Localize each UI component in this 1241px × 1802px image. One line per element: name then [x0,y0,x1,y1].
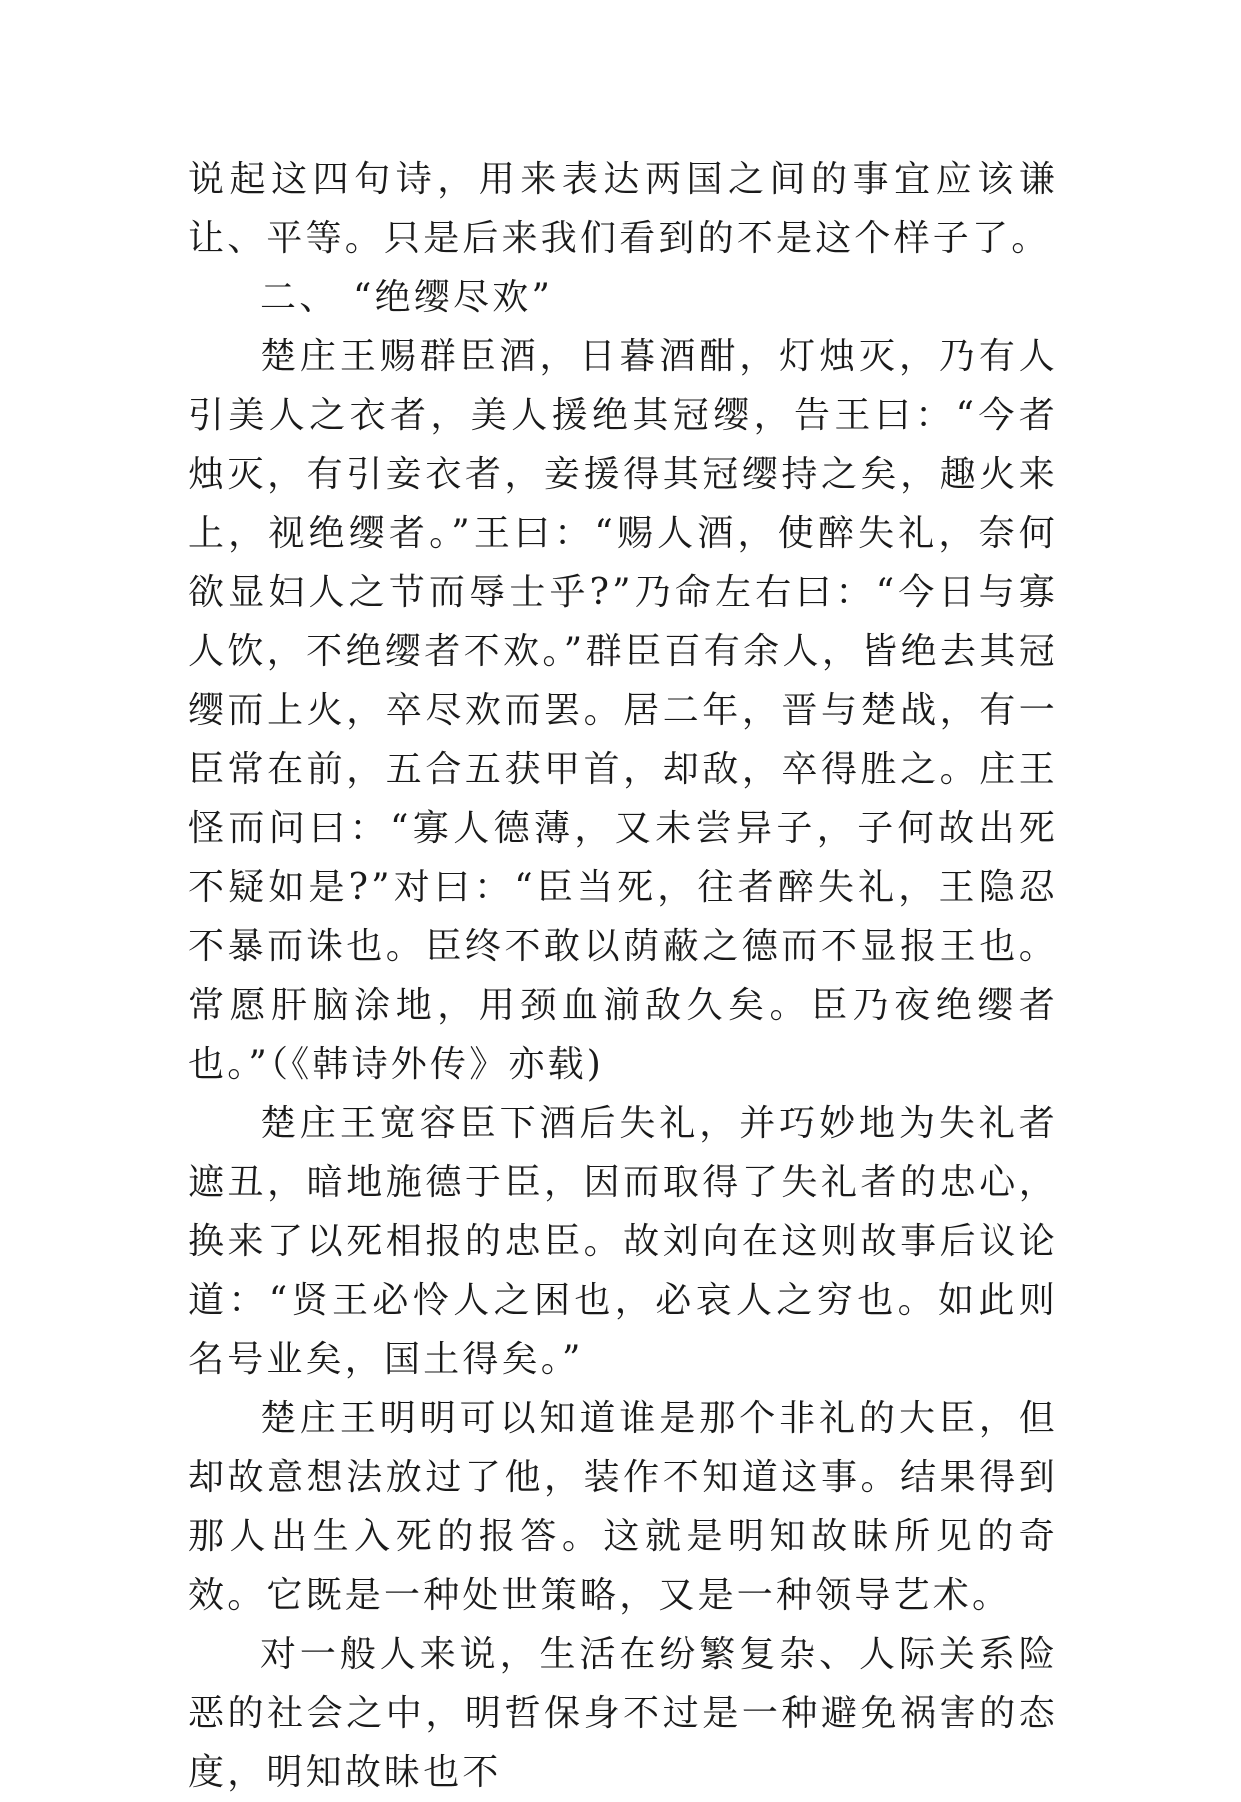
document-page [188,150,1058,1802]
paragraph-analysis: 楚庄王明明可以知道谁是那个非礼的大臣，但却故意想法放过了他，装作不知道这事。结果得到那人出生入死的报答。这就是明知故昧所见的奇效。它既是一种处世策略，又是一种领导艺术。 [188,1398,1058,1616]
paragraph-general: 对一般人来说，生活在纷繁复杂、人际关系险恶的社会之中，明哲保身不过是一种避免祸害的态度，明知故昧也不 [188,1634,1058,1793]
section-heading: 二、 “绝缨尽欢” [260,277,554,318]
paragraph-commentary: 楚庄王宽容臣下酒后失礼，并巧妙地为失礼者遮丑，暗地施德于臣，因而取得了失礼者的忠心，换来了以死相报的忠臣。故刘向在这则故事后议论道：“贤王必怜人之困也，必哀人之穷也。如此则名号业矣，国土得矣。” [188,1103,1058,1380]
paragraph-continuation: 说起这四句诗，用来表达两国之间的事宜应该谦让、平等。只是后来我们看到的不是这个样子了。 [188,159,1058,259]
paragraph-story: 楚庄王赐群臣酒，日暮酒酣，灯烛灭，乃有人引美人之衣者，美人援绝其冠缨，告王曰：“今者烛灭，有引妾衣者，妾援得其冠缨持之矣，趣火来上，视绝缨者。”王曰：“赐人酒，使醉失礼，奈何欲显妇人之节而辱士乎?”乃命左右曰：“今日与寡人饮，不绝缨者不欢。”群臣百有余人，皆绝去其冠缨而上火，卒尽欢而罢。居二年，晋与楚战，有一臣常在前，五合五获甲首，却敌，卒得胜之。庄王怪而问曰：“寡人德薄，又未尝异子，子何故出死不疑如是?”对曰：“臣当死，往者醉失礼，王隐忍不暴而诛也。臣终不敢以荫蔽之德而不显报王也。常愿肝脑涂地，用颈血湔敌久矣。臣乃夜绝缨者也。”（《韩诗外传》亦载) [188,336,1058,1085]
